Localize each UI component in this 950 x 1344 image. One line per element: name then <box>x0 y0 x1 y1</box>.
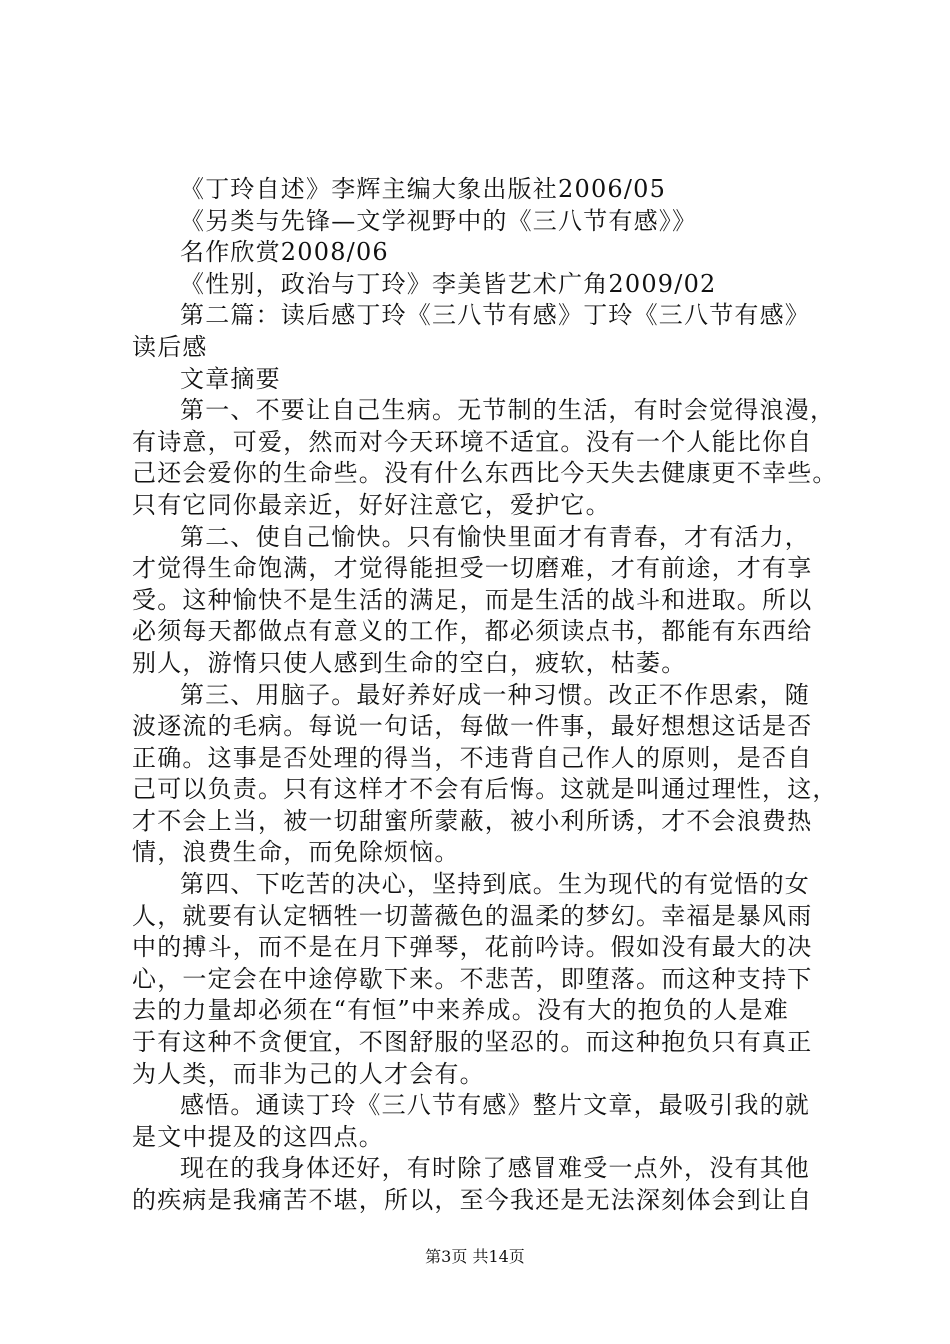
document-body <box>132 174 838 1217</box>
page-footer: 第3页 共14页 <box>425 1247 525 1266</box>
text-line: 第一、不要让自己生病。无节制的生活，有时会觉得浪漫， <box>180 396 836 425</box>
text-line: 心，一定会在中途停歇下来。不悲苦，即堕落。而这种支持下 <box>132 964 813 993</box>
text-line: 《另类与先锋—文学视野中的《三八节有感》》 <box>180 206 698 235</box>
text-line: 正确。这事是否处理的得当，不违背自己作人的原则，是否自 <box>132 743 813 772</box>
text-line: 己可以负责。只有这样才不会有后悔。这就是叫通过理性，这， <box>132 775 838 804</box>
text-line: 现在的我身体还好，有时除了感冒难受一点外，没有其他 <box>180 1154 810 1183</box>
text-line: 有诗意，可爱，然而对今天环境不适宜。没有一个人能比你自 <box>132 427 813 456</box>
text-line: 第二篇：读后感丁玲《三八节有感》丁玲《三八节有感》 <box>180 301 810 330</box>
text-line: 第二、使自己愉快。只有愉快里面才有青春，才有活力， <box>180 522 810 551</box>
text-line: 文章摘要 <box>180 364 281 393</box>
text-line: 《性别，政治与丁玲》李美皆艺术广角2009/02 <box>180 269 717 298</box>
text-line: 波逐流的毛病。每说一句话，每做一件事，最好想想这话是否 <box>132 712 813 741</box>
text-line: 感悟。通读丁玲《三八节有感》整片文章，最吸引我的就 <box>180 1091 810 1120</box>
text-line: 于有这种不贪便宜，不图舒服的坚忍的。而这种抱负只有真正 <box>132 1028 813 1057</box>
text-line: 是文中提及的这四点。 <box>132 1122 384 1151</box>
text-line: 人，就要有认定牺牲一切蔷薇色的温柔的梦幻。幸福是暴风雨 <box>132 901 813 930</box>
text-line: 情，浪费生命，而免除烦恼。 <box>132 838 460 867</box>
text-line: 为人类，而非为己的人才会有。 <box>132 1059 485 1088</box>
text-line: 名作欣赏2008/06 <box>180 238 389 267</box>
text-line: 别人，游惰只使人感到生命的空白，疲软，枯萎。 <box>132 648 687 677</box>
text-line: 才觉得生命饱满，才觉得能担受一切磨难，才有前途，才有享 <box>132 554 813 583</box>
text-line: 必须每天都做点有意义的工作，都必须读点书，都能有东西给 <box>132 617 813 646</box>
text-line: 中的搏斗，而不是在月下弹琴，花前吟诗。假如没有最大的决 <box>132 933 813 962</box>
text-line: 第四、下吃苦的决心，坚持到底。生为现代的有觉悟的女 <box>180 870 810 899</box>
text-line: 读后感 <box>132 332 208 361</box>
text-line: 的疾病是我痛苦不堪，所以，至今我还是无法深刻体会到让自 <box>132 1186 813 1214</box>
text-line: 己还会爱你的生命些。没有什么东西比今天失去健康更不幸些。 <box>132 459 838 488</box>
text-line: 只有它同你最亲近，好好注意它，爱护它。 <box>132 490 611 519</box>
text-line: 才不会上当，被一切甜蜜所蒙蔽，被小利所诱，才不会浪费热 <box>132 806 813 835</box>
text-line: 去的力量却必须在“有恒”中来养成。没有大的抱负的人是难 <box>132 996 789 1025</box>
text-line: 受。这种愉快不是生活的满足，而是生活的战斗和进取。所以 <box>132 585 813 614</box>
text-line: 《丁玲自述》李辉主编大象出版社2006/05 <box>180 175 667 203</box>
text-line: 第三、用脑子。最好养好成一种习惯。改正不作思索，随 <box>180 680 810 709</box>
